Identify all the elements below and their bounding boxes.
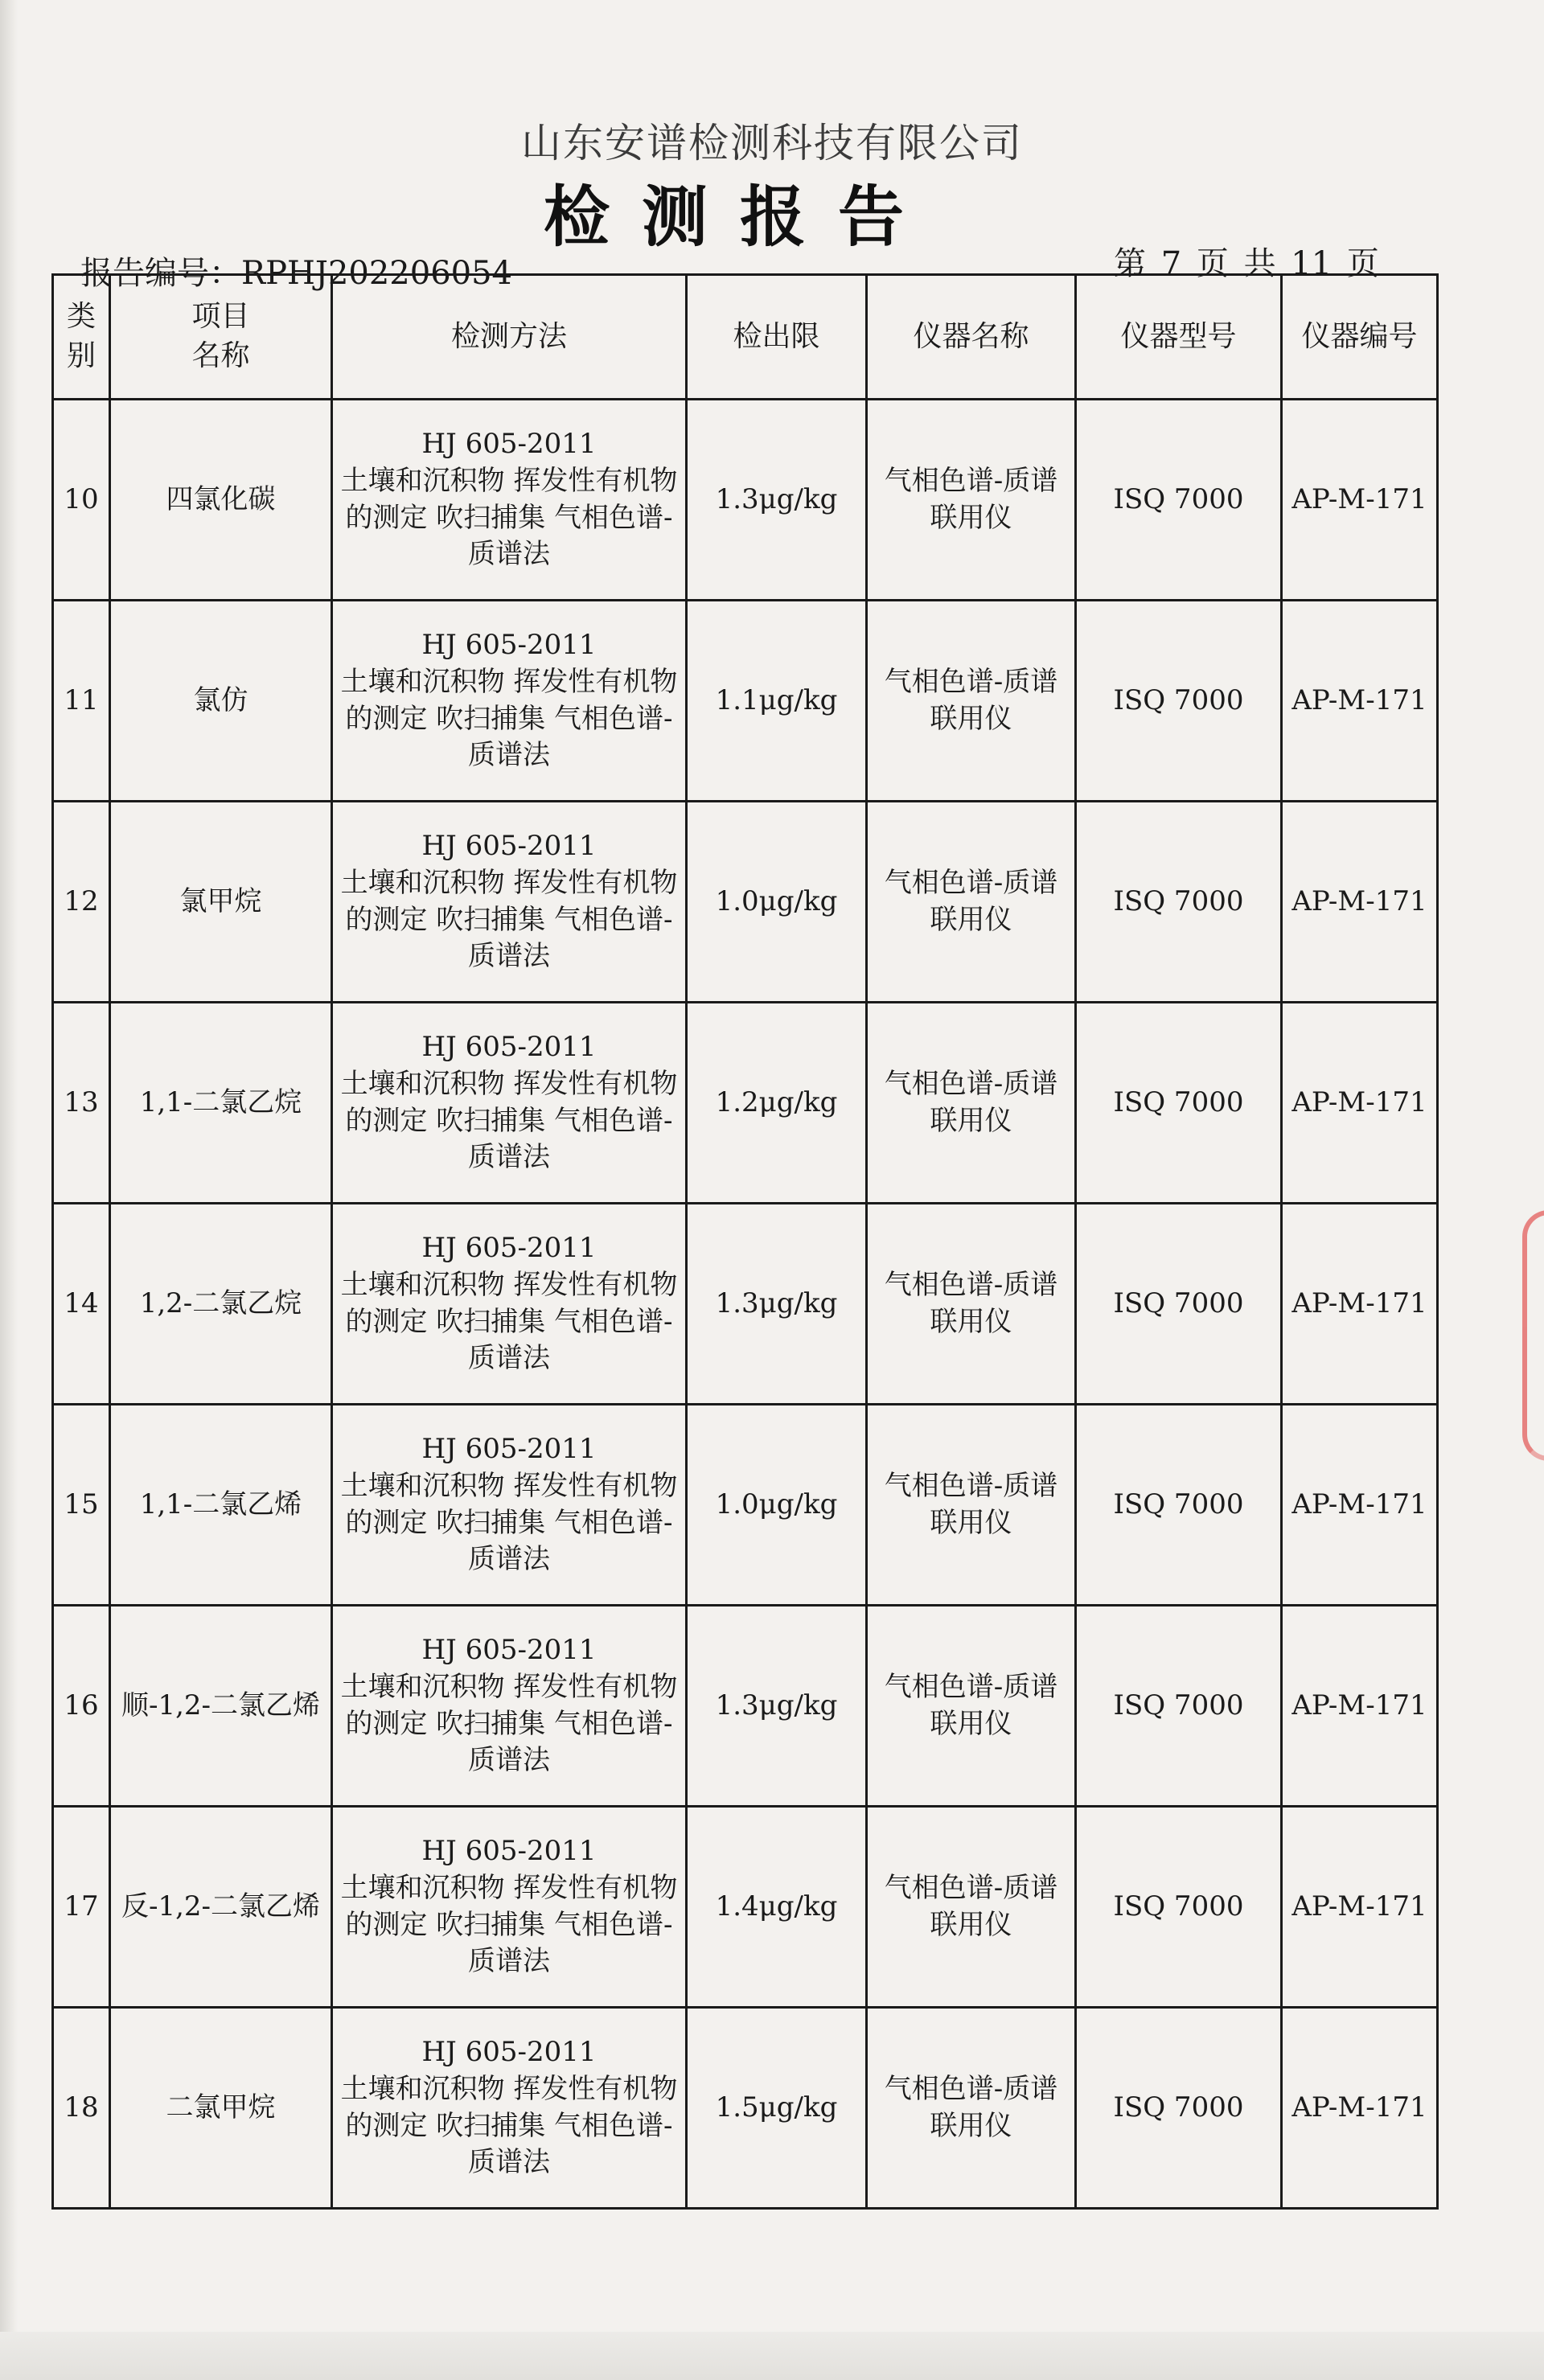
item-name: 1,1-二氯乙烷	[110, 1003, 332, 1204]
page-counter: 第 7 页 共 11 页	[1114, 245, 1379, 282]
instrument-model: ISQ 7000	[1076, 1204, 1282, 1405]
method-cell	[332, 1204, 687, 1405]
detection-limit: 1.3μg/kg	[687, 400, 867, 601]
instrument-id: AP-M-171	[1282, 1204, 1438, 1405]
method-cell	[332, 1606, 687, 1807]
instrument-name: 气相色谱-质谱联用仪	[867, 2008, 1076, 2209]
instrument-model: ISQ 7000	[1076, 1807, 1282, 2008]
scan-bottom-edge	[0, 2332, 1544, 2380]
row-number: 10	[53, 400, 110, 601]
method-code: HJ 605-2011	[421, 1432, 597, 1465]
method-text: 土壤和沉积物 挥发性有机物的测定 吹扫捕集 气相色谱-质谱法	[340, 1670, 678, 1777]
method-code: HJ 605-2011	[421, 1834, 597, 1867]
method-code: HJ 605-2011	[421, 427, 597, 460]
method-code: HJ 605-2011	[421, 2035, 597, 2068]
instrument-id: AP-M-171	[1282, 802, 1438, 1003]
instrument-name: 气相色谱-质谱联用仪	[867, 400, 1076, 601]
detection-limit: 1.3μg/kg	[687, 1606, 867, 1807]
report-number-value: RPHJ202206054	[241, 255, 512, 292]
detection-limit: 1.4μg/kg	[687, 1807, 867, 2008]
row-number: 12	[53, 802, 110, 1003]
instrument-id: AP-M-171	[1282, 2008, 1438, 2209]
red-seal-fragment	[1522, 1210, 1544, 1461]
method-cell	[332, 802, 687, 1003]
row-number: 13	[53, 1003, 110, 1204]
instrument-id: AP-M-171	[1282, 601, 1438, 802]
instrument-name: 气相色谱-质谱联用仪	[867, 1606, 1076, 1807]
table-row	[53, 1405, 1438, 1606]
instrument-id: AP-M-171	[1282, 400, 1438, 601]
scan-edge-shadow	[0, 0, 18, 2380]
row-number: 18	[53, 2008, 110, 2209]
item-name: 1,1-二氯乙烯	[110, 1405, 332, 1606]
item-name: 反-1,2-二氯乙烯	[110, 1807, 332, 2008]
header-item-name: 项目 名称	[110, 275, 332, 400]
instrument-id: AP-M-171	[1282, 1606, 1438, 1807]
instrument-name: 气相色谱-质谱联用仪	[867, 1405, 1076, 1606]
row-number: 15	[53, 1405, 110, 1606]
instrument-name: 气相色谱-质谱联用仪	[867, 601, 1076, 802]
table-row	[53, 400, 1438, 601]
item-name: 氯甲烷	[110, 802, 332, 1003]
method-cell	[332, 400, 687, 601]
instrument-model: ISQ 7000	[1076, 601, 1282, 802]
test-method-table	[51, 273, 1439, 2210]
header-method: 检测方法	[332, 275, 687, 400]
header-instrument-model: 仪器型号	[1076, 275, 1282, 400]
row-number: 16	[53, 1606, 110, 1807]
method-cell	[332, 1807, 687, 2008]
method-cell	[332, 1003, 687, 1204]
method-code: HJ 605-2011	[421, 628, 597, 661]
item-name: 四氯化碳	[110, 400, 332, 601]
item-name: 1,2-二氯乙烷	[110, 1204, 332, 1405]
header-instrument-id: 仪器编号	[1282, 275, 1438, 400]
method-text: 土壤和沉积物 挥发性有机物的测定 吹扫捕集 气相色谱-质谱法	[340, 1871, 678, 1978]
instrument-model: ISQ 7000	[1076, 2008, 1282, 2209]
method-text: 土壤和沉积物 挥发性有机物的测定 吹扫捕集 气相色谱-质谱法	[340, 464, 678, 571]
table-row	[53, 601, 1438, 802]
report-title: 检测报告	[543, 178, 936, 256]
table-body	[53, 400, 1438, 2209]
detection-limit: 1.1μg/kg	[687, 601, 867, 802]
detection-limit: 1.3μg/kg	[687, 1204, 867, 1405]
instrument-name: 气相色谱-质谱联用仪	[867, 1003, 1076, 1204]
instrument-model: ISQ 7000	[1076, 1606, 1282, 1807]
company-name: 山东安谱检测科技有限公司	[521, 120, 1023, 166]
header-category: 类 别	[53, 275, 110, 400]
instrument-id: AP-M-171	[1282, 1807, 1438, 2008]
row-number: 14	[53, 1204, 110, 1405]
method-code: HJ 605-2011	[421, 1030, 597, 1063]
instrument-name: 气相色谱-质谱联用仪	[867, 1807, 1076, 2008]
item-name: 二氯甲烷	[110, 2008, 332, 2209]
method-text: 土壤和沉积物 挥发性有机物的测定 吹扫捕集 气相色谱-质谱法	[340, 665, 678, 772]
instrument-model: ISQ 7000	[1076, 802, 1282, 1003]
method-cell	[332, 601, 687, 802]
item-name: 顺-1,2-二氯乙烯	[110, 1606, 332, 1807]
method-text: 土壤和沉积物 挥发性有机物的测定 吹扫捕集 气相色谱-质谱法	[340, 2072, 678, 2179]
table-header-row	[53, 275, 1438, 400]
method-cell	[332, 2008, 687, 2209]
method-text: 土壤和沉积物 挥发性有机物的测定 吹扫捕集 气相色谱-质谱法	[340, 1067, 678, 1174]
row-number: 17	[53, 1807, 110, 2008]
instrument-id: AP-M-171	[1282, 1405, 1438, 1606]
method-text: 土壤和沉积物 挥发性有机物的测定 吹扫捕集 气相色谱-质谱法	[340, 1469, 678, 1576]
instrument-model: ISQ 7000	[1076, 400, 1282, 601]
instrument-name: 气相色谱-质谱联用仪	[867, 1204, 1076, 1405]
method-code: HJ 605-2011	[421, 829, 597, 862]
method-cell	[332, 1405, 687, 1606]
table-row	[53, 1204, 1438, 1405]
table-row	[53, 2008, 1438, 2209]
method-code: HJ 605-2011	[421, 1231, 597, 1264]
row-number: 11	[53, 601, 110, 802]
detection-limit: 1.0μg/kg	[687, 1405, 867, 1606]
table-row	[53, 1807, 1438, 2008]
method-text: 土壤和沉积物 挥发性有机物的测定 吹扫捕集 气相色谱-质谱法	[340, 1268, 678, 1375]
header-detection-limit: 检出限	[687, 275, 867, 400]
instrument-name: 气相色谱-质谱联用仪	[867, 802, 1076, 1003]
detection-limit: 1.5μg/kg	[687, 2008, 867, 2209]
table-row	[53, 1003, 1438, 1204]
table-row	[53, 1606, 1438, 1807]
method-text: 土壤和沉积物 挥发性有机物的测定 吹扫捕集 气相色谱-质谱法	[340, 866, 678, 973]
instrument-id: AP-M-171	[1282, 1003, 1438, 1204]
instrument-model: ISQ 7000	[1076, 1405, 1282, 1606]
header-instrument-name: 仪器名称	[867, 275, 1076, 400]
item-name: 氯仿	[110, 601, 332, 802]
report-number-label: 报告编号：	[80, 255, 241, 292]
detection-limit: 1.0μg/kg	[687, 802, 867, 1003]
detection-limit: 1.2μg/kg	[687, 1003, 867, 1204]
instrument-model: ISQ 7000	[1076, 1003, 1282, 1204]
method-code: HJ 605-2011	[421, 1633, 597, 1666]
table-row	[53, 802, 1438, 1003]
